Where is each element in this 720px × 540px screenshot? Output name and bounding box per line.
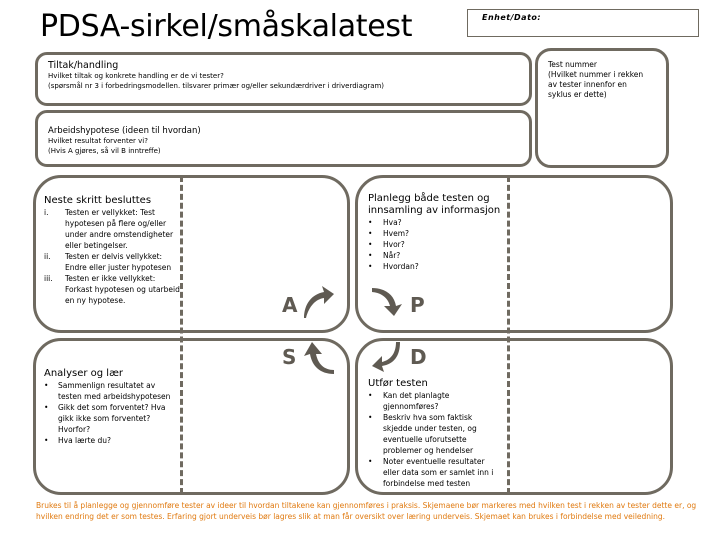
- study-item-text: Gikk det som forventet? Hva gikk ikke som forventet? Hvorfor?: [58, 403, 166, 434]
- test-nummer-heading: Test nummer: [548, 60, 597, 69]
- do-letter: D: [410, 345, 427, 369]
- bullet-icon: •: [368, 457, 373, 466]
- act-item: [44, 273, 184, 306]
- roman-marker: i.: [44, 208, 49, 217]
- enhet-dato-label: Enhet/Dato:: [482, 13, 542, 22]
- bullet-icon: •: [368, 413, 373, 422]
- act-content: [44, 195, 184, 306]
- curved-arrow-up-right-icon: [300, 282, 336, 320]
- do-item: [368, 390, 503, 412]
- plan-item: [368, 261, 503, 272]
- tiltak-question: Hvilket tiltak og konkrete handling er de vi tester?: [48, 72, 224, 80]
- hypotese-box[interactable]: [35, 110, 532, 167]
- bullet-icon: •: [368, 229, 373, 238]
- curved-arrow-down-left-icon: [370, 340, 406, 376]
- do-item: [368, 456, 503, 489]
- act-item-text: Testen er vellykket: Test hypotesen på flere og/eller under andre omstendigheter eller betingelser.: [65, 208, 174, 250]
- bullet-icon: •: [368, 218, 373, 227]
- page-title: PDSA-sirkel/småskalatest: [40, 9, 413, 44]
- study-item-text: Hva lærte du?: [58, 436, 112, 445]
- do-item-text: Noter eventuelle resultater eller data som er samlet inn i forbindelse med testen: [383, 457, 494, 488]
- hypotese-note: (Hvis A gjøres, så vil B inntreffe): [48, 146, 161, 155]
- do-content: [368, 378, 503, 489]
- study-item: [44, 402, 174, 435]
- bullet-icon: •: [44, 436, 49, 445]
- plan-item: [368, 239, 503, 250]
- tiltak-box[interactable]: [35, 52, 532, 106]
- plan-item: [368, 250, 503, 261]
- plan-item-text: Hva?: [383, 218, 402, 227]
- dashed-divider-right: [507, 176, 510, 494]
- study-letter: S: [282, 345, 297, 369]
- plan-item-text: Hvor?: [383, 240, 405, 249]
- roman-marker: ii.: [44, 252, 51, 261]
- test-nummer-desc-2: av tester innenfor en: [548, 80, 627, 89]
- bullet-icon: •: [44, 403, 49, 412]
- tiltak-heading: Tiltak/handling: [48, 60, 119, 71]
- do-heading: Utfør testen: [368, 378, 428, 389]
- study-content: [44, 368, 174, 446]
- test-nummer-box[interactable]: [535, 48, 669, 168]
- enhet-dato-field[interactable]: [467, 9, 699, 37]
- hypotese-question: Hvilket resultat forventer vi?: [48, 137, 148, 145]
- test-nummer-desc-1: (Hvilket nummer i rekken: [548, 70, 644, 79]
- plan-item-text: Når?: [383, 251, 401, 260]
- bullet-icon: •: [368, 240, 373, 249]
- plan-item-text: Hvem?: [383, 229, 409, 238]
- act-item-text: Testen er ikke vellykket: Forkast hypotesen og utarbeid en ny hypotese.: [65, 274, 180, 305]
- act-heading: Neste skritt besluttes: [44, 195, 152, 206]
- bullet-icon: •: [368, 251, 373, 260]
- plan-item-text: Hvordan?: [383, 262, 419, 271]
- study-item: [44, 380, 174, 402]
- bullet-icon: •: [44, 381, 49, 390]
- study-heading: Analyser og lær: [44, 368, 124, 379]
- act-item: [44, 251, 184, 273]
- do-item: [368, 412, 503, 456]
- plan-item: [368, 228, 503, 239]
- act-item-text: Testen er delvis vellykket: Endre eller juster hypotesen: [65, 252, 172, 272]
- study-item-text: Sammenlign resultatet av testen med arbeidshypotesen: [58, 381, 171, 401]
- test-nummer-desc-3: syklus er dette): [548, 90, 607, 99]
- tiltak-note: (spørsmål nr 3 i forbedringsmodellen. tilsvarer primær og/eller sekundærdriver i driverdiagram): [48, 81, 385, 90]
- plan-heading: Planlegg både testen og innsamling av informasjon: [368, 193, 501, 216]
- bullet-icon: •: [368, 391, 373, 400]
- roman-marker: iii.: [44, 274, 53, 283]
- curved-arrow-down-right-icon: [370, 282, 406, 320]
- footer-instructions: Brukes til å planlegge og gjennomføre tester av ideer til hvordan tiltakene kan gjennomføres i praksis. Skjemaene bør markeres med hvilken test i rekken av tester dette er, og hvilken endring det er som testes. Erfaring gjort underveis bør lagres slik at man får oversikt over læring underveis. Skjemaet kan brukes i forbindelse med veiledning.: [36, 501, 697, 521]
- hypotese-heading: Arbeidshypotese (ideen til hvordan): [48, 126, 201, 136]
- do-item-text: Kan det planlagte gjennomføres?: [383, 391, 450, 411]
- curved-arrow-up-left-icon: [300, 340, 336, 376]
- act-item: [44, 207, 184, 251]
- act-letter: A: [282, 293, 298, 317]
- plan-letter: P: [410, 293, 425, 317]
- plan-item: [368, 217, 503, 228]
- study-item: [44, 435, 174, 446]
- bullet-icon: •: [368, 262, 373, 271]
- plan-content: [368, 193, 503, 272]
- do-item-text: Beskriv hva som faktisk skjedde under testen, og eventuelle uforutsette problemer og hendelser: [383, 413, 477, 455]
